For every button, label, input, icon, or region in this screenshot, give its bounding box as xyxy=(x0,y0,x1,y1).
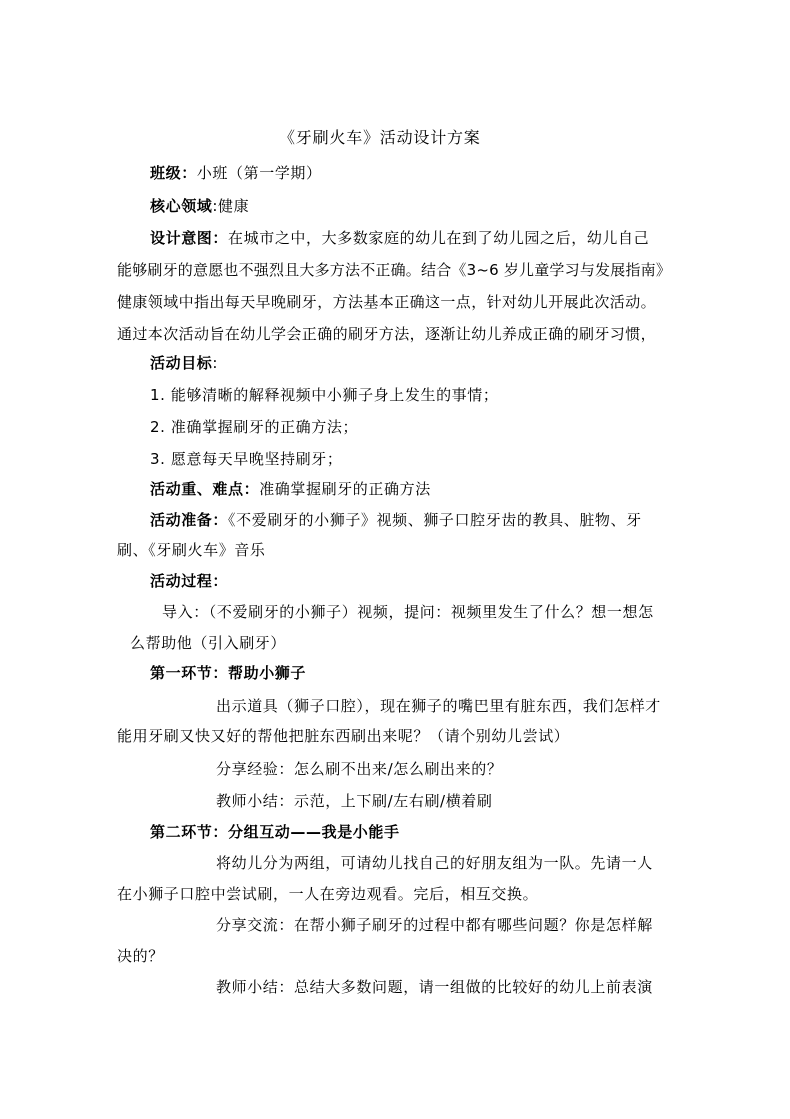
intent-line-3: 健康领域中指出每天早晚刷牙，方法基本正确这一点，针对幼儿开展此次活动。 xyxy=(117,293,657,311)
section-2-para-line-1: 将幼儿分为两组，可请幼儿找自己的好朋友组为一队。先请一人 xyxy=(216,854,653,872)
section-1-share: 分享经验：怎么刷不出来/怎么刷出来的？ xyxy=(216,760,503,778)
key-difficulty-line xyxy=(150,479,431,499)
key-label: 活动重、难点： xyxy=(150,480,260,498)
intent-line-1 xyxy=(150,228,649,248)
section-1-para-line-2: 能用牙刷又快又好的帮他把脏东西刷出来呢？（请个别幼儿尝试） xyxy=(117,727,570,745)
intent-line-4: 通过本次活动旨在幼儿学会正确的刷牙方法，逐渐让幼儿养成正确的刷牙习惯， xyxy=(117,325,657,343)
process-heading: 活动过程： xyxy=(150,572,229,590)
domain-line xyxy=(150,196,249,216)
domain-label: 核心领域 xyxy=(150,197,213,215)
prep-line-1 xyxy=(150,510,642,530)
domain-value: :健康 xyxy=(212,197,250,215)
class-line xyxy=(150,163,322,183)
intro-line-1: 导入：（不爱刷牙的小狮子）视频，提问：视频里发生了什么？想一想怎 xyxy=(162,603,654,621)
goal-item-2: 2. 准确掌握刷牙的正确方法； xyxy=(150,418,359,436)
section-1-summary: 教师小结：示范，上下刷/左右刷/横着刷 xyxy=(216,792,493,810)
section-2-title: 第二环节：分组互动——我是小能手 xyxy=(150,823,400,841)
key-value: 准确掌握刷牙的正确方法 xyxy=(259,480,431,498)
goals-label: 活动目标 xyxy=(150,354,213,372)
section-1-para-line-1: 出示道具（狮子口腔），现在狮子的嘴巴里有脏东西，我们怎样才 xyxy=(216,697,661,715)
intro-line-2: 么帮助他（引入刷牙） xyxy=(130,634,287,652)
class-label: 班级： xyxy=(150,164,197,182)
intent-text-1: 在城市之中，大多数家庭的幼儿在到了幼儿园之后，幼儿自己 xyxy=(228,229,650,247)
prep-label: 活动准备： xyxy=(150,511,229,529)
section-2-summary: 教师小结：总结大多数问题，请一组做的比较好的幼儿上前表演 xyxy=(216,978,653,996)
section-2-share-line-2: 决的？ xyxy=(117,947,164,965)
goal-item-1: 1. 能够清晰的解释视频中小狮子身上发生的事情； xyxy=(150,386,499,404)
section-2-share-line-1: 分享交流：在帮小狮子刷牙的过程中都有哪些问题？你是怎样解 xyxy=(216,916,653,934)
goals-heading xyxy=(150,353,218,373)
section-1-title: 第一环节：帮助小狮子 xyxy=(150,664,307,682)
goal-item-3: 3. 愿意每天早晚坚持刷牙； xyxy=(150,450,343,468)
page-title: 《牙刷火车》活动设计方案 xyxy=(279,128,481,147)
intent-label: 设计意图： xyxy=(150,229,229,247)
goals-colon: : xyxy=(212,354,219,372)
intent-line-2: 能够刷牙的意愿也不强烈且大多方法不正确。结合《3~6 岁儿童学习与发展指南》 xyxy=(117,261,672,279)
prep-text-1: 《不爱刷牙的小狮子》视频、狮子口腔牙齿的教具、脏物、牙 xyxy=(228,511,642,529)
section-2-para-line-2: 在小狮子口腔中尝试刷，一人在旁边观看。完后，相互交换。 xyxy=(117,885,539,903)
class-value: 小班（第一学期） xyxy=(196,164,322,182)
prep-line-2: 刷、《牙刷火车》音乐 xyxy=(117,541,266,559)
